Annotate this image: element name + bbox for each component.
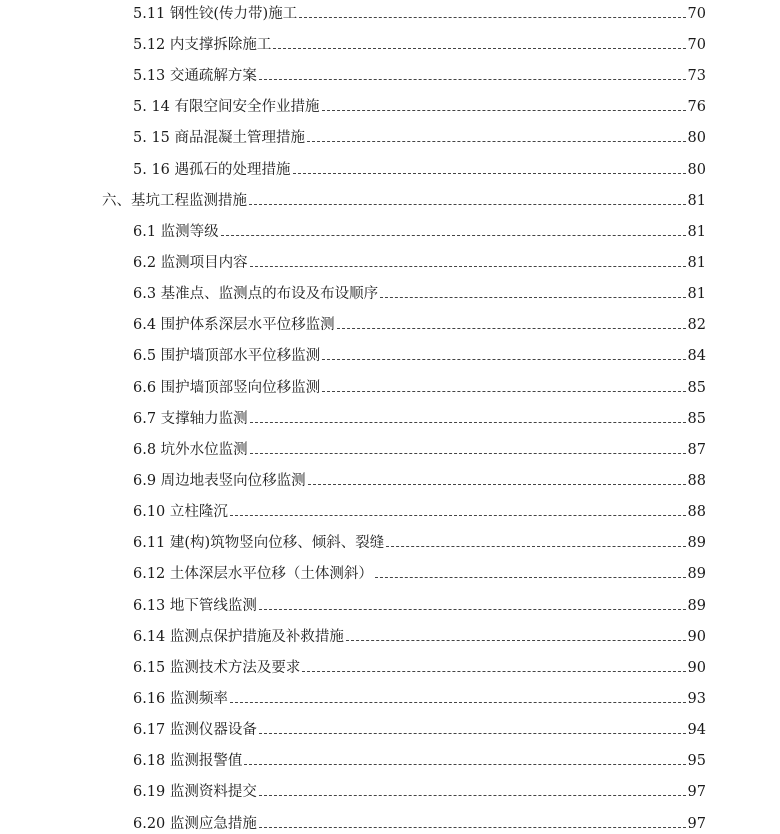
toc-leader-dots [230,515,686,516]
toc-leader-dots [259,609,686,610]
toc-leader-dots [250,453,686,454]
toc-entry-title: 6.1 监测等级 [133,224,219,240]
toc-entry-page: 82 [687,317,706,333]
toc-entry[interactable] [133,304,706,335]
toc-leader-dots [346,640,686,641]
toc-entry[interactable] [133,522,706,553]
toc-leader-dots [322,359,685,360]
toc-leader-dots [308,484,686,485]
toc-entry-page: 81 [687,224,706,240]
toc-entry-page: 93 [687,691,706,707]
toc-leader-dots [375,577,686,578]
toc-entry-page: 97 [687,816,706,832]
toc-entry-title: 六、基坑工程监测措施 [102,193,247,209]
toc-entry-title: 6.19 监测资料提交 [133,784,257,800]
toc-entry[interactable] [133,273,706,304]
toc-entry-page: 81 [687,193,706,209]
toc-entry[interactable] [133,616,706,647]
toc-entry[interactable] [133,242,706,273]
toc-entry[interactable] [133,803,706,834]
toc-leader-dots [302,671,685,672]
toc-leader-dots [322,110,686,111]
toc-entry-title: 5. 15 商品混凝土管理措施 [133,130,306,146]
toc-entry[interactable] [133,585,706,616]
toc-leader-dots [322,391,685,392]
toc-entry-title: 6.14 监测点保护措施及补救措施 [133,629,344,645]
toc-leader-dots [250,422,686,423]
toc-entry[interactable] [133,678,706,709]
toc-entry-page: 89 [687,566,706,582]
toc-entry-page: 84 [687,348,706,364]
toc-entry[interactable] [133,367,706,398]
toc-entry-page: 88 [687,473,706,489]
toc-entry-title: 6.4 围护体系深层水平位移监测 [133,317,335,333]
toc-leader-dots [337,328,686,329]
toc-entry-page: 73 [687,68,706,84]
toc-entry-page: 80 [687,130,706,146]
toc-entry-page: 81 [687,255,706,271]
toc-entry-page: 85 [687,411,706,427]
toc-entry-page: 80 [687,162,706,178]
toc-leader-dots [307,141,686,142]
toc-leader-dots [299,17,685,18]
toc-entry-page: 76 [687,99,706,115]
toc-entry-title: 6.17 监测仪器设备 [133,722,257,738]
toc-leader-dots [259,79,686,80]
toc-entry[interactable] [133,211,706,242]
toc-entry-page: 70 [687,37,706,53]
toc-entry-title: 6.13 地下管线监测 [133,598,257,614]
toc-entry[interactable] [133,24,706,55]
toc-entry-title: 5.12 内支撑拆除施工 [133,37,272,53]
toc-entry-page: 90 [687,660,706,676]
toc-entry-page: 88 [687,504,706,520]
toc-entry[interactable] [133,709,706,740]
toc-entry-title: 6.11 建(构)筑物竖向位移、倾斜、裂缝 [133,535,385,551]
toc-entry-page: 70 [687,6,706,22]
toc-entry[interactable] [133,771,706,802]
toc-entry-page: 95 [687,753,706,769]
toc-entry-title: 6.12 土体深层水平位移（土体测斜） [133,566,373,582]
toc-entry[interactable] [133,117,706,148]
toc-entry-title: 6.18 监测报警值 [133,753,243,769]
toc-entry[interactable] [133,429,706,460]
toc-entry-title: 6.10 立柱隆沉 [133,504,228,520]
toc-entry-page: 85 [687,380,706,396]
toc-leader-dots [249,204,686,205]
toc-entry-title: 6.6 围护墙顶部竖向位移监测 [133,380,321,396]
toc-leader-dots [386,546,685,547]
toc-leader-dots [273,48,685,49]
toc-entry[interactable] [133,86,706,117]
toc-entry-title: 6.20 监测应急措施 [133,816,257,832]
toc-entry-title: 6.15 监测技术方法及要求 [133,660,301,676]
toc-entry-page: 89 [687,535,706,551]
toc-leader-dots [250,266,686,267]
toc-entry[interactable] [133,55,706,86]
toc-leader-dots [259,733,686,734]
toc-entry-title: 6.9 周边地表竖向位移监测 [133,473,306,489]
toc-entry-title: 6.2 监测项目内容 [133,255,248,271]
toc-entry[interactable] [133,740,706,771]
toc-entry-page: 89 [687,598,706,614]
toc-entry-title: 6.8 坑外水位监测 [133,442,248,458]
toc-entry[interactable] [133,149,706,180]
toc-entry-title: 5.11 钢性铰(传力带)施工 [133,6,298,22]
toc-entry[interactable] [133,398,706,429]
toc-entry[interactable] [133,0,706,24]
toc-entry-title: 6.3 基准点、监测点的布设及布设顺序 [133,286,379,302]
toc-leader-dots [259,795,686,796]
toc-entry[interactable] [133,647,706,678]
toc-leader-dots [230,702,686,703]
toc-chapter-entry[interactable] [102,180,706,211]
toc-entry[interactable] [133,460,706,491]
toc-entry-page: 90 [687,629,706,645]
toc-entry[interactable] [133,335,706,366]
toc-entry-page: 81 [687,286,706,302]
toc-leader-dots [259,827,686,828]
toc-leader-dots [244,764,685,765]
toc-entry-page: 94 [687,722,706,738]
toc-entry-title: 6.5 围护墙顶部水平位移监测 [133,348,321,364]
toc-entry-title: 6.7 支撑轴力监测 [133,411,248,427]
toc-leader-dots [221,235,686,236]
toc-leader-dots [293,173,686,174]
toc-entry-page: 97 [687,784,706,800]
toc-leader-dots [380,297,685,298]
toc-entry[interactable] [133,553,706,584]
toc-entry-title: 5. 16 遇孤石的处理措施 [133,162,291,178]
toc-entry-title: 5.13 交通疏解方案 [133,68,257,84]
toc-entry-page: 87 [687,442,706,458]
toc-entry-title: 6.16 监测频率 [133,691,228,707]
toc-entry-title: 5. 14 有限空间安全作业措施 [133,99,320,115]
toc-entry[interactable] [133,491,706,522]
